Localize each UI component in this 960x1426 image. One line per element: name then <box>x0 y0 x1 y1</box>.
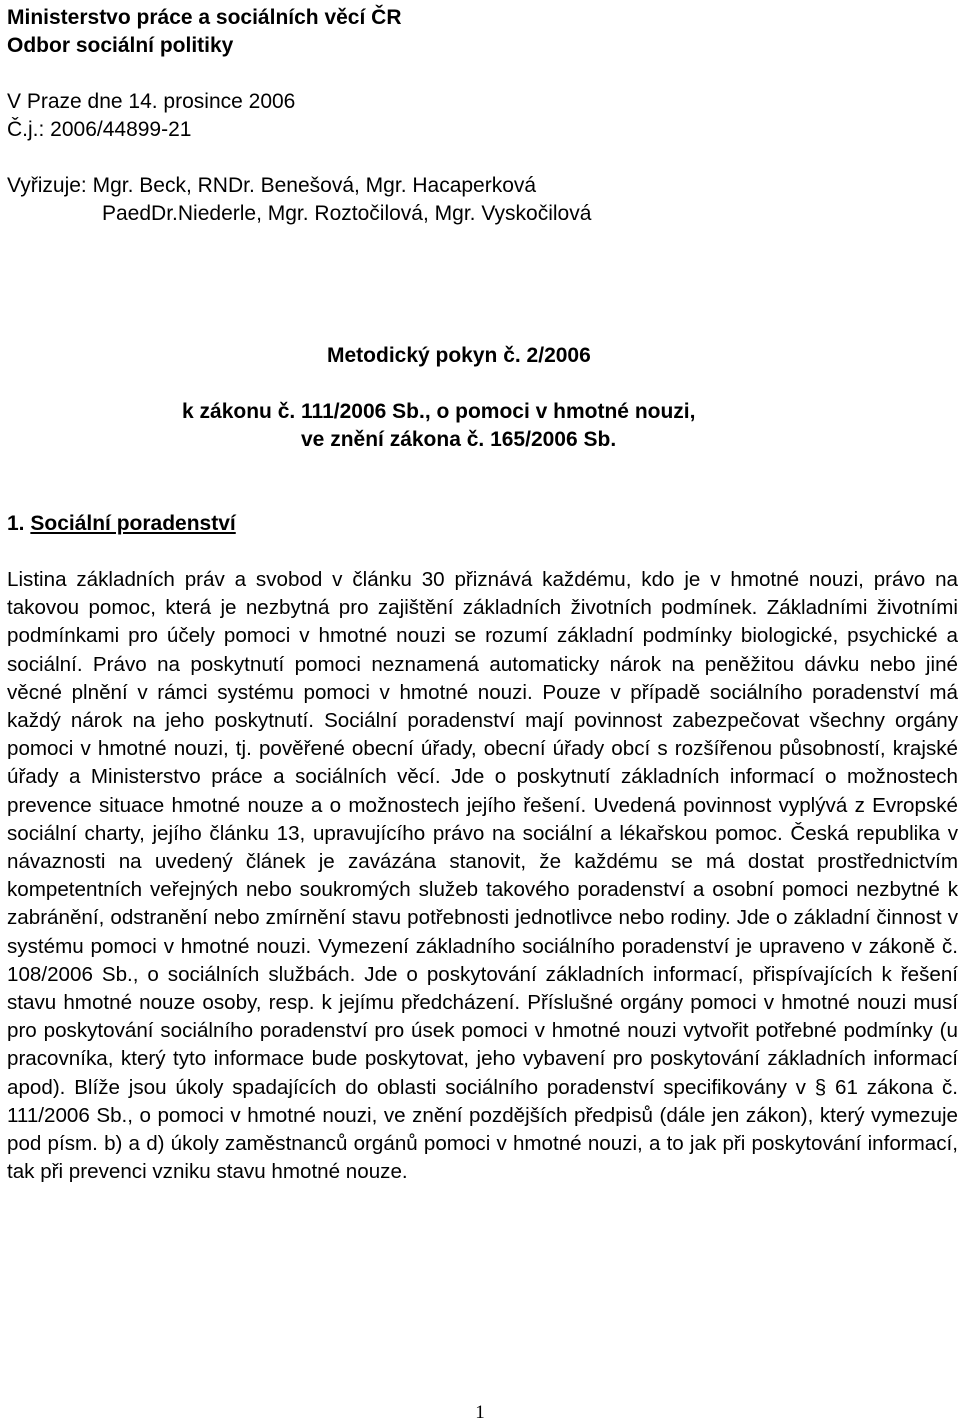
document-subtitle-line-2: ve znění zákona č. 165/2006 Sb. <box>301 428 617 451</box>
ministry-name: Ministerstvo práce a sociálních věcí ČR <box>7 6 402 29</box>
document-title: Metodický pokyn č. 2/2006 <box>327 344 591 367</box>
section-heading <box>7 510 236 538</box>
section-body-paragraph: Listina základních práv a svobod v článku 30 přiznává každému, kdo je v hmotné nouzi, právo na takovou pomoc, která je nezbytná pro zajištění základních životních podmínek. Základními životními podmínkami pro účely pomoci v hmotné nouzi se rozumí základní podmínky biologické, psychické a sociální. Právo na poskytnutí pomoci neznamená automaticky nárok na peněžitou dávku nebo jiné věcné plnění v rámci systému pomoci v hmotné nouzi. Pouze v případě sociálního poradenství má každý nárok na jeho poskytnutí. Sociální poradenství mají povinnost zabezpečovat všechny orgány pomoci v hmotné nouzi, tj. pověřené obecní úřady, obecní úřady obcí s rozšířenou působností, krajské úřady a Ministerstvo práce a sociálních věcí. Jde o poskytnutí základních informací o možnostech prevence situace hmotné nouze a o možnostech jejího řešení. Uvedená povinnost vyplývá z Evropské sociální charty, jejího článku 13, upravujícího právo na sociální a lékařskou pomoc. Česká republika v návaznosti na uvedený článek je zavázána stanovit, že každému se má dostat prostřednictvím kompetentních veřejných nebo soukromých služeb takového poradenství a osobní pomoci nezbytné k zabránění, odstranění nebo zmírnění stavu potřebnosti jednotlivce nebo rodiny. Jde o základní činnost v systému pomoci v hmotné nouzi. Vymezení základního sociálního poradenství je upraveno v zákoně č. 108/2006 Sb., o sociálních službách. Jde o poskytování základních informací, přispívajících k řešení stavu hmotné nouze osoby, resp. k jejímu předcházení. Příslušné orgány pomoci v hmotné nouzi musí pro poskytování sociálního poradenství pro úsek pomoci v hmotné nouzi vytvořit potřebné podmínky (u pracovníka, který tyto informace bude poskytovat, jeho vybavení pro poskytování základních informací apod). Blíže jsou úkoly spadajících do oblasti sociálního poradenství specifikovány v § 61 zákona č. 111/2006 Sb., o pomoci v hmotné nouzi, ve znění pozdějších předpisů (dále jen zákon), který vymezuje pod písm. b) a d) úkoly zaměstnanců orgánů pomoci v hmotné nouzi, a to jak při poskytování informací, tak při prevenci vzniku stavu hmotné nouze. <box>7 568 958 1184</box>
section-title: Sociální poradenství <box>30 512 236 535</box>
department-name: Odbor sociální politiky <box>7 34 234 57</box>
date-line: V Praze dne 14. prosince 2006 <box>7 90 296 113</box>
reference-number: Č.j.: 2006/44899-21 <box>7 118 192 141</box>
handler-line-1: Vyřizuje: Mgr. Beck, RNDr. Benešová, Mgr. Hacaperková <box>7 174 537 197</box>
section-number: 1. <box>7 512 25 535</box>
document-subtitle-line-1: k zákonu č. 111/2006 Sb., o pomoci v hmotné nouzi, <box>182 400 696 423</box>
page-number: 1 <box>475 1402 485 1423</box>
handler-line-2: PaedDr.Niederle, Mgr. Roztočilová, Mgr. Vyskočilová <box>102 202 592 225</box>
